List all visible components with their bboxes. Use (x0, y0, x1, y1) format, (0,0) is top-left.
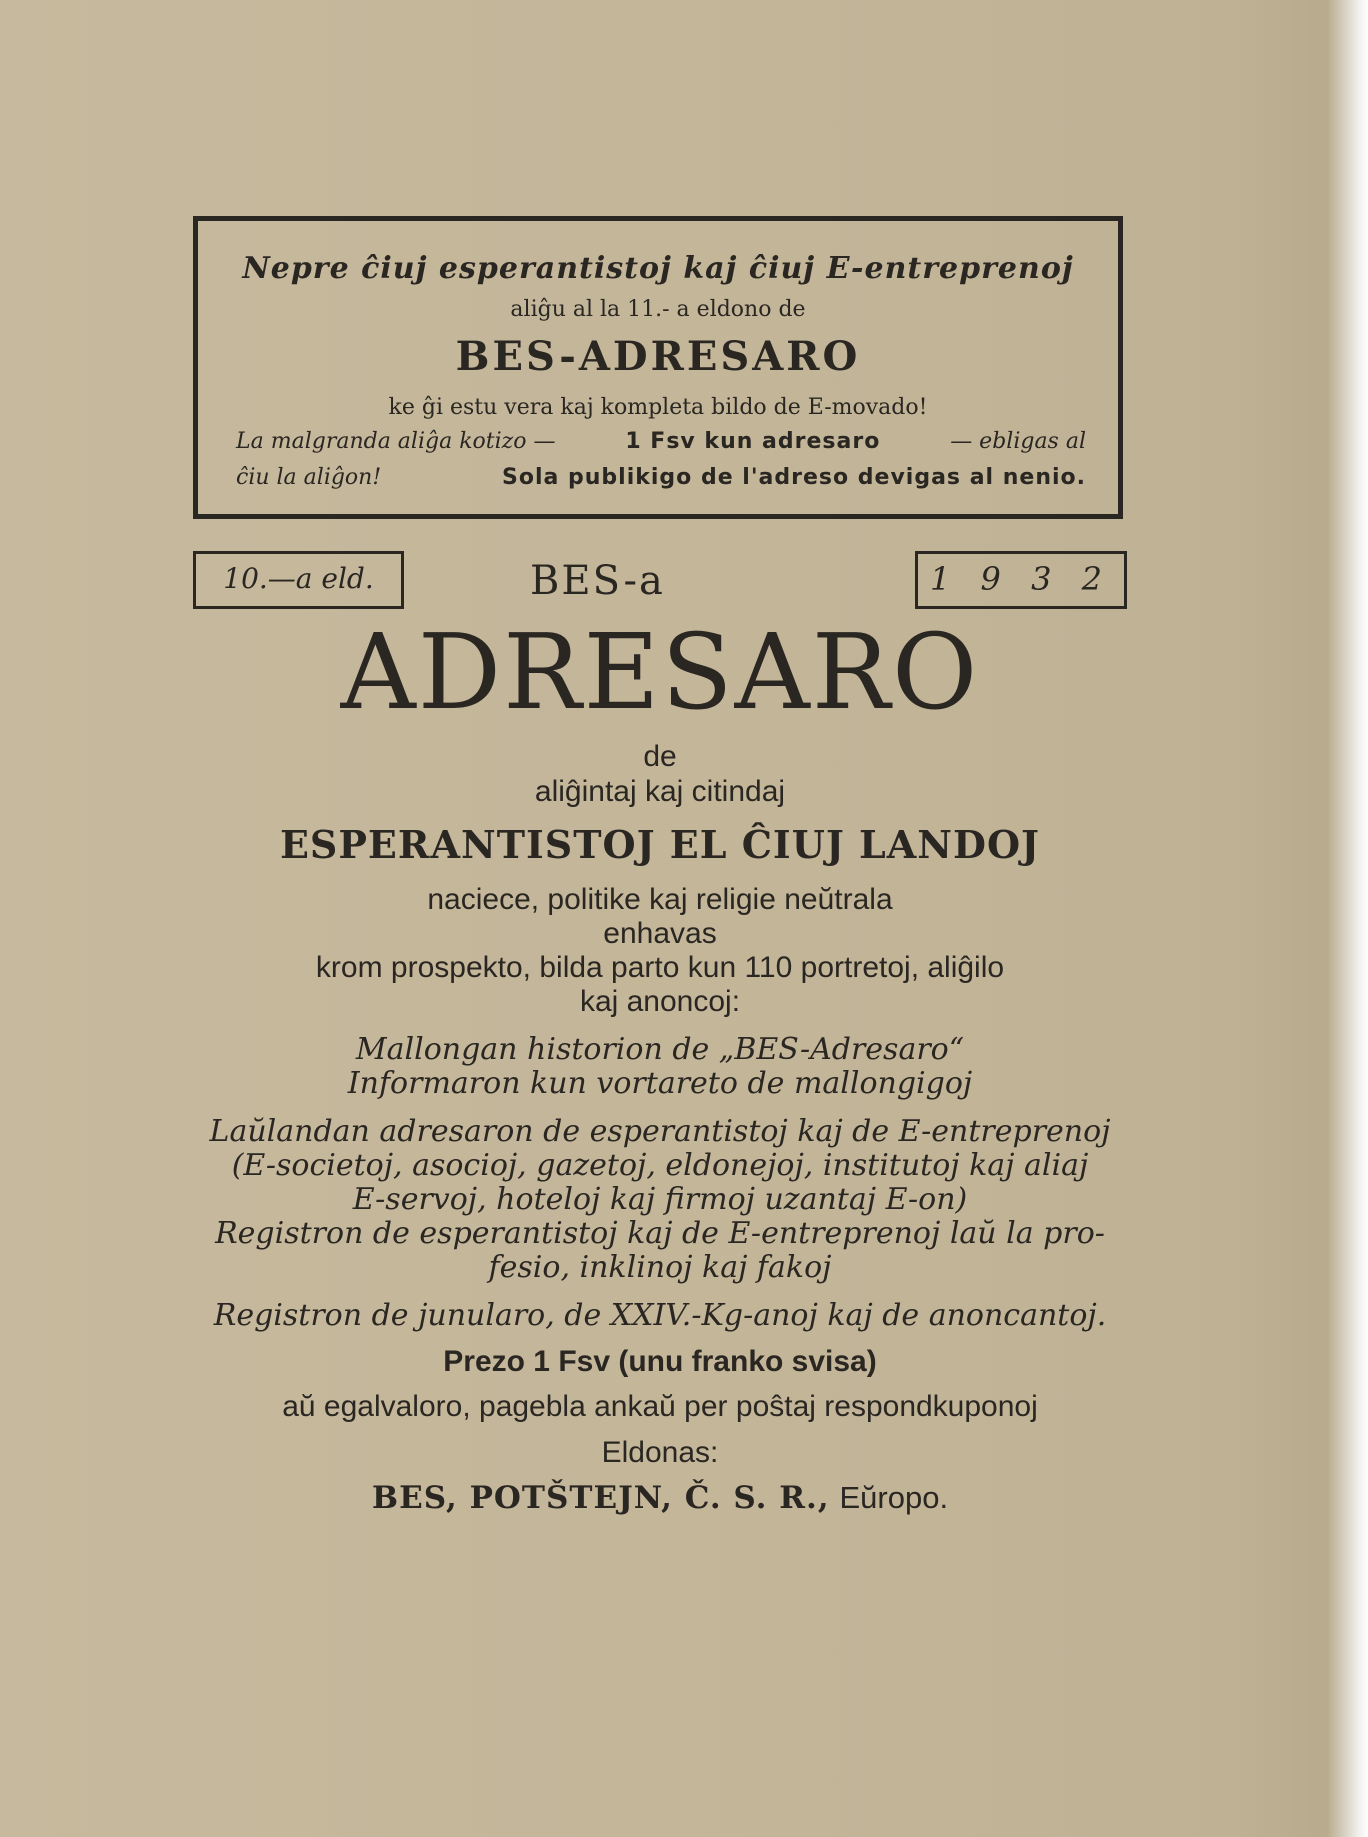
notice-headline: Nepre ĉiuj esperantistoj kaj ĉiuj E-entreprenoj (242, 251, 1074, 286)
edition-label: 10.—a eld. (193, 551, 404, 609)
notice-subline: aliĝu al la 11.- a eldono de (510, 297, 806, 322)
content-item-registro-junularo: Registron de junularo, de XXIV.-Kg-anoj kaj de anoncantoj. (213, 1298, 1107, 1333)
price-equivalent: aŭ egalvaloro, pagebla ankaŭ per poŝtaj respondkuponoj (282, 1390, 1038, 1423)
content-item-registro-line2: fesio, inklinoj kaj fakoj (488, 1250, 832, 1285)
torn-paper-edge (1300, 0, 1368, 1837)
content-item-servoj: E-servoj, hoteloj kaj firmoj uzantaj E-on) (352, 1182, 968, 1217)
notice-publication-line (236, 465, 1086, 490)
content-item-societoj: (E-societoj, asocioj, gazetoj, eldonejoj, institutoj kaj aliaj (231, 1148, 1089, 1183)
publisher-region: Eŭropo. (839, 1480, 949, 1515)
text-aligintaj: aliĝintaj kaj citindaj (534, 775, 786, 808)
year-label: 1 9 3 2 (915, 551, 1127, 609)
text-kaj-anoncoj: kaj anoncoj: (579, 985, 741, 1018)
notice-purpose: ke ĝi estu vera kaj kompleta bildo de E-movado! (388, 395, 928, 420)
notice-publication-text: Sola publikigo de l'adreso devigas al nenio. (502, 465, 1086, 490)
main-title: ADRESARO (340, 611, 980, 733)
text-esperantistoj-heading: ESPERANTISTOJ EL ĈIUJ LANDOJ (279, 822, 1041, 867)
notice-box (193, 216, 1123, 519)
content-item-registro-line1: Registron de esperantistoj kaj de E-entreprenoj laŭ la pro- (215, 1216, 1105, 1251)
bes-a-label: BES-a (530, 558, 665, 604)
publisher-name: BES, POTŠTEJN, Č. S. R., (371, 1480, 830, 1516)
content-item-historio: Mallongan historion de „BES-Adresaro“ (355, 1032, 965, 1067)
notice-join-text: ĉiu la aliĝon! (236, 465, 382, 490)
content-item-adresaro: Laŭlandan adresaron de esperantistoj kaj de E-entreprenoj (209, 1114, 1111, 1149)
content-item-informaro: Informaron kun vortareto de mallongigoj (347, 1066, 973, 1101)
text-naciece: naciece, politike kaj religie neŭtrala (427, 883, 893, 916)
price-line: Prezo 1 Fsv (unu franko svisa) (443, 1345, 877, 1378)
publisher-line (190, 1480, 1130, 1516)
publisher-label: Eldonas: (601, 1436, 719, 1469)
notice-fee-amount: 1 Fsv kun adresaro (625, 429, 881, 454)
text-de: de (643, 740, 677, 773)
notice-title: BES-ADRESARO (455, 333, 861, 380)
text-enhavas: enhavas (603, 917, 717, 950)
notice-fee-text: La malgranda aliĝa kotizo — (236, 429, 556, 454)
text-krom: krom prospekto, bilda parto kun 110 portretoj, aliĝilo (315, 951, 1005, 984)
notice-fee-line (236, 429, 1086, 454)
notice-fee-end: — ebligas al (950, 429, 1086, 454)
